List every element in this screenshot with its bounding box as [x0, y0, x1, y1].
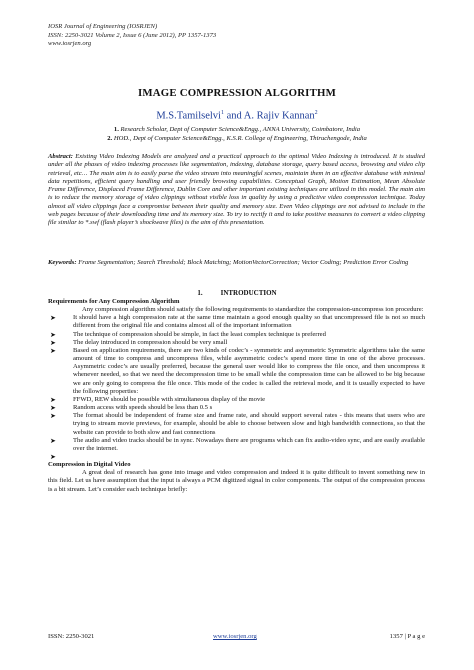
section-heading: [0, 289, 474, 297]
list-item: [48, 412, 425, 436]
abstract-text: Existing Video Indexing Models are analyzed and a practical approach to the optimal Video Indexing is introduced. It is studied under all the phases of video indexing processes like segmentation, indexing, database storage, query based access, browsing and video clip retrieval, etc… The main aim is to easily parse the video stream into meaningful scenes, maintain them in an effective database with minimal data repetitions, efficient query handling and user friendly browsing capabilities. Conceptual Graph, Motion Estimation, Mean Absolute Frame Difference, Displaced Frame Difference, Dublin Core and other important existing techniques are utilized in this model. The main aim is to reduce the memory storage of video clippings without visible loss in quality by using a predictive video compression technique. Today almost all video clippings face a compromise between their quality and memory size. Even Video clippings are not advised to include in the web pages because of their downloading time and its memory size. To try to rectify it and to take positive measures to convert a video clipping file similar to *.swf (flash player’s shockwave files) is the aim of this presentation.: [48, 153, 425, 227]
list-item-text: Random access with speeds should be less than 0.5 s: [73, 404, 213, 412]
affiliation-1-num: 1.: [113, 126, 119, 133]
arrow-bullet-icon: ➤: [50, 314, 56, 323]
section-title: INTRODUCTION: [220, 289, 277, 297]
footer-page-number: 1357 | P a g e: [389, 633, 425, 640]
list-item-text: It should have a high compression rate at the same time maintain a good enough quality so that uncompressed file is not so much different from the original file and contains almost all of the important information: [73, 314, 425, 330]
journal-url: www.iosrjen.org: [48, 40, 92, 48]
keywords-text: Frame Segmentation; Search Threshold; Block Matching; MotionVectorCorrection; Vector Coding; Prediction Error Coding: [76, 259, 409, 266]
list-item: [48, 396, 425, 404]
abstract-label: Abstract:: [48, 153, 73, 160]
list-item: [48, 404, 425, 412]
subheading-digital-video: Compression in Digital Video: [48, 461, 131, 469]
journal-issn: ISSN: 2250-3021 Volume 2, Issue 6 (June 2012), PP 1357-1373: [48, 31, 217, 39]
arrow-bullet-icon: ➤: [50, 346, 56, 355]
keywords-label: Keywords:: [48, 259, 77, 266]
arrow-bullet-icon: ➤: [50, 395, 56, 404]
arrow-bullet-icon: ➤: [50, 452, 56, 461]
affiliation-1-text: Research Scholar, Dept of Computer Science&Engg., ANNA University, Coimbatore, India: [118, 126, 361, 133]
body-text: [48, 298, 425, 494]
section-number: 1.: [197, 289, 203, 297]
subheading-requirements: Requirements for Any Compression Algorithm: [48, 298, 180, 305]
list-item-text: The delay introduced in compression should be very small: [73, 338, 228, 346]
arrow-bullet-icon: ➤: [50, 412, 56, 421]
list-item-text: The audio and video tracks should be in sync. Nowadays there are programs which can fix audio-video sync, and are easily available over the internet.: [73, 436, 425, 452]
author-1-sup: 1: [220, 110, 224, 116]
arrow-bullet-icon: ➤: [50, 330, 56, 339]
authors: [0, 110, 474, 122]
list-item: [48, 453, 425, 461]
author-1: M.S.Tamilselvi: [156, 110, 221, 122]
list-item: [48, 314, 425, 330]
list-item: [48, 437, 425, 453]
list-item-text: FFWD, REW should be possible with simultaneous display of the movie: [73, 395, 266, 403]
requirements-list: [48, 314, 425, 461]
affiliation-1: [0, 126, 474, 133]
list-item-text: Based on application requirements, there are two kinds of codec’s - symmetric and asymmetric Symmetric algorithms take the same amount of time to compress and uncompress files, while asymmetric codec’s spend more time in one of the above processes. Asymmetric codec’s are usually preferred, because the general user would like to compress the file once, and then uncompress it whenever needed, so that we need the decompression time to be small while the compression time can be allowed to be big because we are only going to compress the file once. This mode of the codec is called the retrieval mode, and it is usually expected to have the following properties:: [73, 346, 425, 395]
author-2: and A. Rajiv Kannan: [223, 110, 315, 122]
arrow-bullet-icon: ➤: [50, 338, 56, 347]
footer-issn: ISSN: 2250-3021: [48, 633, 95, 640]
arrow-bullet-icon: ➤: [50, 404, 56, 413]
list-item-text: [73, 453, 75, 460]
list-item: [48, 331, 425, 339]
list-item: [48, 339, 425, 347]
abstract: [48, 153, 425, 228]
journal-name: IOSR Journal of Engineering (IOSRJEN): [48, 23, 158, 30]
author-2-sup: 2: [314, 110, 318, 116]
paragraph-requirements: Any compression algorithm should satisfy the following requirements to standardize the compression-uncompress ion procedure:: [82, 306, 424, 314]
journal-header: [48, 23, 216, 49]
paragraph-digital-video: A great deal of research has gone into image and video compression and indeed it is quite difficult to invent something new in this field. Let us have assumption that the input is always a PCM digitized signal in color components. The output of the compression process is a bit stream. Let’s consider each technique briefly:: [48, 469, 425, 493]
list-item-text: The format should be independent of frame size and frame rate, and should support several rates - this means that users who are trying to stream movie previews, for example, should be able to choose between slow and high bandwidth connections, so that the website can provide to both slow and fast connections: [73, 412, 425, 436]
affiliation-2-text: HOD., Dept of Computer Science&Engg., K.S.R. College of Engineering, Thiruchengode, India: [112, 135, 367, 142]
keywords: [48, 259, 425, 267]
paper-title: IMAGE COMPRESSION ALGORITHM: [138, 87, 336, 99]
list-item: [48, 347, 425, 396]
affiliation-2-num: 2.: [107, 135, 113, 142]
list-item-text: The technique of compression should be simple, in fact the least complex technique is preferred: [73, 330, 326, 338]
arrow-bullet-icon: ➤: [50, 436, 56, 445]
footer-url-link[interactable]: www.iosrjen.org: [213, 633, 257, 640]
page-footer: [48, 633, 425, 640]
affiliation-2: [0, 135, 474, 142]
